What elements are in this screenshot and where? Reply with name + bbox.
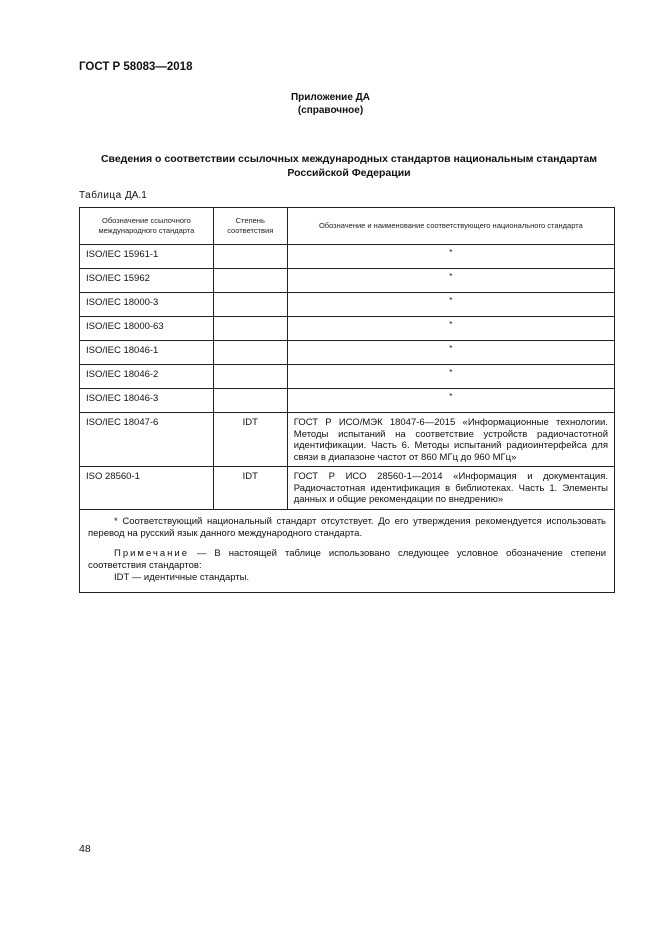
- cell-name: ГОСТ Р ИСО 28560-1—2014 «Информация и документация. Радиочастотная идентификация в библиотеках. Часть 1. Элементы данных и общие рекомендации по внедрению»: [287, 467, 614, 510]
- note-text: — В настоящей таблице использовано следующее условное обозначение степени соответствия стандартов:: [88, 547, 606, 571]
- page-number: 48: [79, 843, 91, 855]
- correspondence-table: [79, 207, 615, 593]
- cell-name: *: [287, 317, 614, 341]
- cell-name: *: [287, 365, 614, 389]
- cell-code: ISO/IEC 15962: [80, 269, 214, 293]
- cell-name: *: [287, 341, 614, 365]
- table-row: [80, 341, 615, 365]
- cell-name: *: [287, 245, 614, 269]
- cell-degree: [213, 269, 287, 293]
- appendix-subtitle: (справочное): [297, 105, 364, 116]
- table-header-row: [80, 208, 615, 245]
- header-degree: Степень соответствия: [213, 208, 287, 245]
- section-title: Сведения о соответствии ссылочных международных стандартов национальным стандартам Российской Федерации: [100, 153, 598, 179]
- cell-code: ISO/IEC 18000-3: [80, 293, 214, 317]
- note-label: Примечание: [114, 547, 189, 559]
- cell-code: ISO/IEC 18047-6: [80, 413, 214, 467]
- header-national-standard: Обозначение и наименование соответствующего национального стандарта: [287, 208, 614, 245]
- table-row: [80, 317, 615, 341]
- table-label: [79, 190, 147, 201]
- appendix-heading: [0, 91, 661, 117]
- note-idt: IDT — идентичные стандарты.: [114, 571, 250, 583]
- cell-name: *: [287, 269, 614, 293]
- table-notes: [80, 509, 615, 592]
- table-row: [80, 389, 615, 413]
- note: [88, 548, 606, 572]
- cell-degree: [213, 293, 287, 317]
- cell-degree: [213, 317, 287, 341]
- table-row: [80, 245, 615, 269]
- cell-code: ISO 28560-1: [80, 467, 214, 510]
- table-row: [80, 467, 615, 510]
- footnote: * Соответствующий национальный стандарт отсутствует. До его утверждения рекомендуется использовать перевод на русский язык данного международного стандарта.: [88, 515, 606, 539]
- cell-degree: IDT: [213, 413, 287, 467]
- cell-degree: [213, 245, 287, 269]
- table-row: [80, 365, 615, 389]
- cell-name: *: [287, 389, 614, 413]
- table-row: [80, 293, 615, 317]
- cell-code: ISO/IEC 18046-2: [80, 365, 214, 389]
- table-label-word: Таблица: [79, 190, 122, 201]
- cell-degree: [213, 365, 287, 389]
- cell-degree: [213, 389, 287, 413]
- cell-code: ISO/IEC 18046-1: [80, 341, 214, 365]
- table-row: [80, 269, 615, 293]
- table-row: [80, 413, 615, 467]
- cell-degree: IDT: [213, 467, 287, 510]
- header-intl-standard: Обозначение ссылочного международного стандарта: [80, 208, 214, 245]
- document-code: ГОСТ Р 58083—2018: [79, 61, 193, 73]
- cell-code: ISO/IEC 18000-63: [80, 317, 214, 341]
- table-label-number: ДА.1: [125, 190, 147, 201]
- cell-degree: [213, 341, 287, 365]
- cell-code: ISO/IEC 15961-1: [80, 245, 214, 269]
- cell-code: ISO/IEC 18046-3: [80, 389, 214, 413]
- cell-name: *: [287, 293, 614, 317]
- appendix-title: Приложение ДА: [290, 92, 371, 103]
- table-notes-row: [80, 509, 615, 592]
- cell-name: ГОСТ Р ИСО/МЭК 18047-6—2015 «Информационные технологии. Методы испытаний на соответствие устройств радиочастотной идентификации. Часть 6. Методы испытаний радиоинтерфейса для связи в диапазоне частот от 860 МГц до 960 МГц»: [287, 413, 614, 467]
